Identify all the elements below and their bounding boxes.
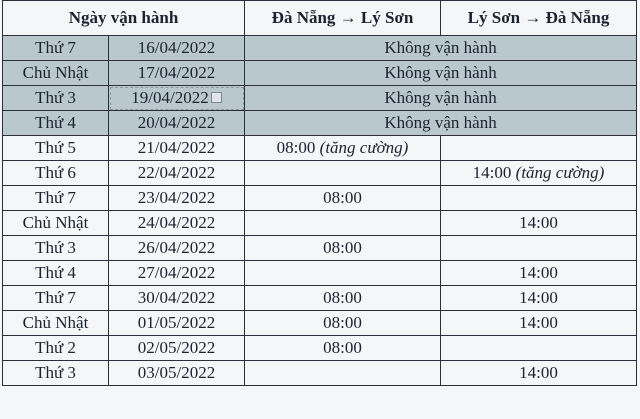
- departure-to-ly-son-cell: [245, 136, 441, 161]
- date-cell[interactable]: 23/04/2022: [109, 186, 245, 211]
- table-row: [3, 86, 637, 111]
- date-cell[interactable]: 02/05/2022: [109, 336, 245, 361]
- departure-to-da-nang-cell: [441, 311, 637, 336]
- departure-to-da-nang-cell: [441, 261, 637, 286]
- table-row: [3, 361, 637, 386]
- day-cell: Thứ 7: [3, 286, 109, 311]
- date-cell[interactable]: 22/04/2022: [109, 161, 245, 186]
- date-cell[interactable]: 21/04/2022: [109, 136, 245, 161]
- date-cell[interactable]: [109, 86, 245, 111]
- day-cell: Thứ 3: [3, 86, 109, 111]
- departure-time: 08:00: [276, 138, 316, 157]
- day-cell: Thứ 2: [3, 336, 109, 361]
- departure-to-ly-son-cell: [245, 161, 441, 186]
- day-cell: Thứ 6: [3, 161, 109, 186]
- table-row: [3, 336, 637, 361]
- departure-to-ly-son-cell: [245, 361, 441, 386]
- header-row: [3, 1, 637, 36]
- reinforced-trip-note: (tăng cường): [319, 138, 409, 157]
- table-row: [3, 286, 637, 311]
- departure-to-da-nang-cell: [441, 361, 637, 386]
- departure-to-da-nang-cell: [441, 136, 637, 161]
- departure-to-ly-son-cell: [245, 186, 441, 211]
- departure-time: 14:00: [519, 213, 558, 232]
- day-cell: Thứ 3: [3, 236, 109, 261]
- not-operating-cell: Không vận hành: [245, 111, 637, 136]
- day-cell: Thứ 7: [3, 186, 109, 211]
- date-text: 19/04/2022: [131, 88, 209, 107]
- day-cell: Chủ Nhật: [3, 211, 109, 236]
- day-cell: Thứ 3: [3, 361, 109, 386]
- not-operating-cell: Không vận hành: [245, 86, 637, 111]
- not-operating-cell: Không vận hành: [245, 36, 637, 61]
- departure-to-da-nang-cell: [441, 336, 637, 361]
- operating-day-header: Ngày vận hành: [3, 1, 245, 36]
- departure-to-ly-son-cell: [245, 336, 441, 361]
- ferry-schedule-table: [2, 0, 637, 386]
- departure-to-ly-son-cell: [245, 311, 441, 336]
- date-cell[interactable]: 01/05/2022: [109, 311, 245, 336]
- date-cell[interactable]: 24/04/2022: [109, 211, 245, 236]
- date-cell[interactable]: 03/05/2022: [109, 361, 245, 386]
- date-cell[interactable]: 20/04/2022: [109, 111, 245, 136]
- departure-time: 14:00: [519, 363, 558, 382]
- date-cell[interactable]: 16/04/2022: [109, 36, 245, 61]
- autofill-handle-icon[interactable]: [211, 92, 222, 103]
- departure-to-ly-son-cell: [245, 286, 441, 311]
- day-cell: Thứ 7: [3, 36, 109, 61]
- departure-to-da-nang-cell: [441, 236, 637, 261]
- departure-time: 08:00: [323, 313, 362, 332]
- departure-to-da-nang-cell: [441, 211, 637, 236]
- date-cell[interactable]: 30/04/2022: [109, 286, 245, 311]
- table-row: [3, 261, 637, 286]
- departure-time: 14:00: [472, 163, 512, 182]
- table-row: [3, 236, 637, 261]
- not-operating-cell: Không vận hành: [245, 61, 637, 86]
- table-row: [3, 161, 637, 186]
- route-to-da-nang-header: Lý Sơn → Đà Nẵng: [441, 1, 637, 36]
- table-row: [3, 311, 637, 336]
- departure-time: 14:00: [519, 313, 558, 332]
- departure-time: 08:00: [323, 288, 362, 307]
- table-row: [3, 111, 637, 136]
- date-cell[interactable]: 27/04/2022: [109, 261, 245, 286]
- departure-time: 08:00: [323, 238, 362, 257]
- date-cell[interactable]: 26/04/2022: [109, 236, 245, 261]
- table-row: [3, 136, 637, 161]
- day-cell: Chủ Nhật: [3, 311, 109, 336]
- table-row: [3, 211, 637, 236]
- departure-to-da-nang-cell: [441, 161, 637, 186]
- departure-to-da-nang-cell: [441, 286, 637, 311]
- departure-to-ly-son-cell: [245, 261, 441, 286]
- day-cell: Thứ 4: [3, 261, 109, 286]
- date-cell[interactable]: 17/04/2022: [109, 61, 245, 86]
- departure-time: 08:00: [323, 188, 362, 207]
- table-row: [3, 36, 637, 61]
- day-cell: Thứ 5: [3, 136, 109, 161]
- departure-to-ly-son-cell: [245, 236, 441, 261]
- departure-time: 08:00: [323, 338, 362, 357]
- table-row: [3, 61, 637, 86]
- route-to-ly-son-header: Đà Nẵng → Lý Sơn: [245, 1, 441, 36]
- day-cell: Thứ 4: [3, 111, 109, 136]
- table-row: [3, 186, 637, 211]
- departure-time: 14:00: [519, 288, 558, 307]
- day-cell: Chủ Nhật: [3, 61, 109, 86]
- departure-to-da-nang-cell: [441, 186, 637, 211]
- departure-time: 14:00: [519, 263, 558, 282]
- departure-to-ly-son-cell: [245, 211, 441, 236]
- reinforced-trip-note: (tăng cường): [515, 163, 605, 182]
